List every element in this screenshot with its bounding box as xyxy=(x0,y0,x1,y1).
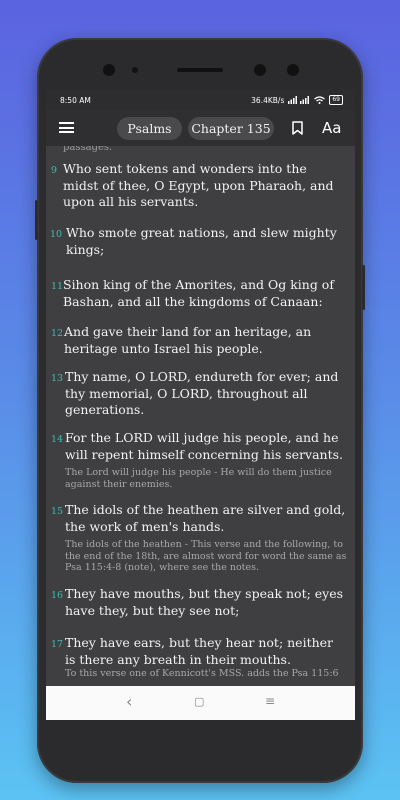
nav-back-icon[interactable]: ‹ xyxy=(126,692,133,711)
verse-number: 17 xyxy=(51,639,64,650)
verse-commentary: The Lord will judge his people - He will do them justice against their enemies. xyxy=(65,467,332,490)
status-icons xyxy=(251,95,343,105)
font-size-button[interactable]: Aa xyxy=(322,119,342,137)
verse-number: 13 xyxy=(51,373,64,384)
verse-number: 12 xyxy=(51,328,64,339)
status-bar xyxy=(46,90,355,110)
verse-commentary: The idols of the heathen - This verse and the following, to the end of the 18th, are almost word for word the same as Psa 115:4-8 (note), where see the notes. xyxy=(65,539,347,573)
status-time: 8:50 AM xyxy=(60,96,91,105)
network-speed: 36.4KB/s xyxy=(251,95,285,105)
bookmark-icon[interactable] xyxy=(292,121,303,135)
verse-number: 9 xyxy=(51,165,58,176)
sensor-icon xyxy=(287,64,299,76)
book-selector[interactable]: Psalms xyxy=(117,117,182,140)
system-nav-bar xyxy=(46,686,355,720)
signal-icon xyxy=(288,96,310,104)
verse-text: For the LORD will judge his people, and he will repent himself concerning his servants. xyxy=(65,430,344,462)
verse-number: 11 xyxy=(51,281,64,292)
chapter-content[interactable] xyxy=(46,146,355,686)
top-toolbar xyxy=(46,110,355,146)
verse-text: The idols of the heathen are silver and gold, the work of men's hands. xyxy=(65,502,346,534)
partial-note-text: passages. xyxy=(63,146,113,153)
battery-icon: 69 xyxy=(329,95,343,105)
verse-number: 15 xyxy=(51,506,64,517)
volume-button xyxy=(35,200,38,240)
verse-text: Who sent tokens and wonders into the midst of thee, O Egypt, upon Pharaoh, and upon all his servants. xyxy=(63,161,334,209)
nav-recents-icon[interactable]: ≡ xyxy=(265,694,276,708)
verse-number: 14 xyxy=(51,434,64,445)
wifi-icon xyxy=(314,96,325,104)
app-screen xyxy=(46,90,355,720)
verse-number: 10 xyxy=(50,229,63,240)
verse-text: Who smote great nations, and slew mighty kings; xyxy=(66,225,337,257)
camera-icon xyxy=(254,64,266,76)
chapter-selector[interactable]: Chapter 135 xyxy=(188,117,274,140)
menu-icon[interactable] xyxy=(59,122,74,133)
verse-number: 16 xyxy=(51,590,64,601)
sensor-icon xyxy=(132,67,138,73)
verse-text: Sihon king of the Amorites, and Og king of Bashan, and all the kingdoms of Canaan: xyxy=(63,277,334,309)
verse-text: They have mouths, but they speak not; eyes have they, but they see not; xyxy=(65,586,344,618)
verse-text: They have ears, but they hear not; neither is there any breath in their mouths. xyxy=(65,635,334,667)
verse-commentary: To this verse one of Kennicott's MSS. adds the Psa 115:6 xyxy=(65,668,339,679)
verse-text: Thy name, O LORD, endureth for ever; and thy memorial, O LORD, throughout all generations. xyxy=(65,369,339,417)
front-camera-icon xyxy=(103,64,115,76)
verse-text: And gave their land for an heritage, an heritage unto Israel his people. xyxy=(64,324,312,356)
power-button xyxy=(362,265,365,310)
earpiece-icon xyxy=(177,68,223,72)
nav-home-icon[interactable]: ▢ xyxy=(194,695,205,708)
